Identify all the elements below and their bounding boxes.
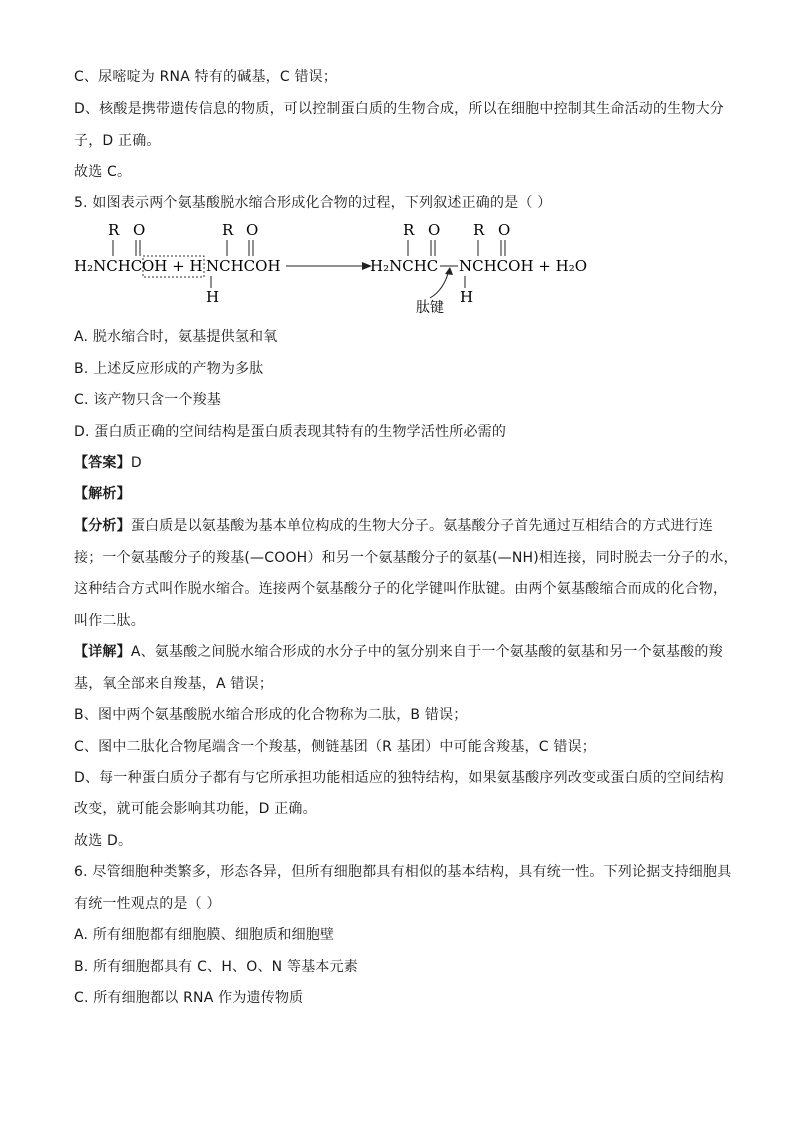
fenxi-line4: 叫作二肽。: [74, 613, 145, 629]
h-atom-1: H: [206, 288, 220, 306]
o-atom-2: O: [246, 221, 259, 239]
option-d-explanation-line2: 子，D 正确。: [74, 133, 161, 149]
r-group-3: R: [403, 221, 415, 239]
amino-acid-1: H₂NCHC: [74, 257, 143, 275]
analysis-label: 【解析】: [74, 486, 131, 502]
q6-option-c: C. 所有细胞都以 RNA 作为遗传物质: [74, 990, 304, 1006]
answer-row: [74, 454, 142, 472]
q6-stem-line1: 6. 尽管细胞种类繁多，形态各异，但所有细胞都具有相似的基本结构，具有统一性。下列论据支持细胞具: [74, 864, 732, 880]
option-d-explanation-line1: D、核酸是携带遗传信息的物质，可以控制蛋白质的生物合成，所以在细胞中控制其生命活动的生物大分: [74, 101, 724, 117]
fenxi-line2: 接；一个氨基酸分子的羧基(—COOH）和另一个氨基酸分子的氨基(—NH)相连接，同时脱去一分子的水，: [74, 550, 738, 566]
o-atom-3: O: [428, 221, 441, 239]
r-group-1: R: [108, 221, 120, 239]
analysis-tag: [74, 485, 131, 503]
leaving-water-group: OH + H: [142, 257, 203, 275]
q5-stem: 5. 如图表示两个氨基酸脱水缩合形成化合物的过程，下列叙述正确的是（ ）: [74, 195, 552, 211]
choose-c: 故选 C。: [74, 164, 132, 180]
fenxi-line1: [74, 517, 713, 535]
detail-tag: 【详解】: [74, 644, 131, 660]
o-atom-1: O: [133, 221, 146, 239]
amino-acid-2: NCHCOH: [206, 257, 281, 275]
q5-option-d: D. 蛋白质正确的空间结构是蛋白质表现其特有的生物学活性所必需的: [74, 424, 507, 440]
q5-option-c: C. 该产物只含一个羧基: [74, 392, 222, 408]
fenxi-text-1: 蛋白质是以氨基酸为基本单位构成的生物大分子。氨基酸分子首先通过互相结合的方式进行连: [130, 518, 714, 534]
q5-option-b: B. 上述反应形成的产物为多肽: [74, 361, 264, 377]
detail-line5: D、每一种蛋白质分子都有与它所承担功能相适应的独特结构，如果氨基酸序列改变或蛋白质的空间结构: [74, 770, 724, 786]
detail-line4: C、图中二肽化合物尾端含一个羧基，侧链基团（R 基团）中可能含羧基，C 错误；: [74, 739, 596, 755]
fenxi-tag: 【分析】: [74, 518, 131, 534]
dipeptide-diagram: [70, 218, 670, 318]
dipeptide-part-2: NCHCOH + H₂O: [459, 257, 588, 275]
r-group-2: R: [222, 221, 234, 239]
o-atom-4: O: [498, 221, 511, 239]
detail-line2: 基，氧全部来自羧基，A 错误；: [74, 676, 274, 692]
detail-line6: 改变，就可能会影响其功能，D 正确。: [74, 801, 317, 817]
q5-option-a: A. 脱水缩合时，氨基提供氢和氧: [74, 329, 278, 345]
h-atom-2: H: [460, 288, 474, 306]
detail-text-1: A、氨基酸之间脱水缩合形成的水分子中的氢分别来自于一个氨基酸的氨基和另一个氨基酸的羧: [130, 644, 723, 660]
choose-d: 故选 D。: [74, 833, 133, 849]
answer-value: D: [130, 455, 142, 471]
dipeptide-part-1: H₂NCHC: [370, 257, 439, 275]
detail-line3: B、图中两个氨基酸脱水缩合形成的化合物称为二肽，B 错误；: [74, 707, 468, 723]
q6-option-b: B. 所有细胞都具有 C、H、O、N 等基本元素: [74, 959, 358, 975]
r-group-4: R: [473, 221, 485, 239]
peptide-bond-label: 肽键: [416, 300, 444, 316]
q6-stem-line2: 有统一性观点的是（ ）: [74, 896, 221, 912]
option-c-explanation: C、尿嘧啶为 RNA 特有的碱基，C 错误；: [74, 69, 338, 85]
fenxi-line3: 这种结合方式叫作脱水缩合。连接两个氨基酸分子的化学键叫作肽键。由两个氨基酸缩合而成的化合物，: [74, 581, 728, 597]
answer-tag: 【答案】: [74, 455, 131, 471]
q6-option-a: A. 所有细胞都有细胞膜、细胞质和细胞壁: [74, 927, 335, 943]
detail-line1: [74, 643, 723, 661]
